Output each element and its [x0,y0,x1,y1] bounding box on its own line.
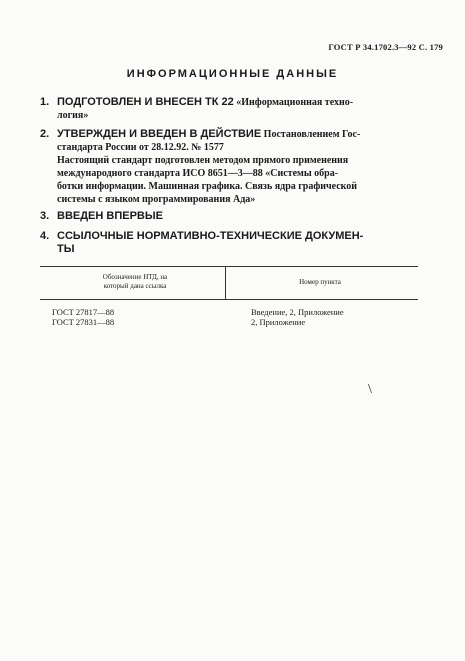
section-1-text: «Информационная техно- [236,97,354,108]
section-4-number: 4. [40,230,50,242]
section-2-para-line: Настоящий стандарт подготовлен методом прямого применения [57,155,349,166]
table-cell-items: Введение, 2, Приложение [251,307,344,317]
margin-mark: \ [368,382,372,397]
section-2-para-line: ботки информации. Машинная графика. Связь ядра графической [57,181,358,192]
section-2-para-line: международного стандарта ИСО 8651—3—88 «Системы обра- [57,168,339,179]
table-col-header-doc-line1: Обозначение НТД, на [102,273,168,281]
section-1-number: 1. [40,96,50,108]
section-2-para-line: системы с языком программирования Ада» [57,194,256,205]
section-2-number: 2. [40,128,50,140]
page-header: ГОСТ Р 34.1702.3—92 С. 179 [328,42,443,52]
section-1-text-line2: логия» [57,110,89,121]
section-3-heading: ВВЕДЕН ВПЕРВЫЕ [57,210,163,222]
table-top-rule [40,266,418,267]
section-3 [40,210,412,223]
table-col-header-doc-line2: который дана ссылка [103,282,167,290]
section-3-number: 3. [40,210,50,222]
section-4-heading-line2: ТЫ [57,243,75,255]
section-4-heading: ССЫЛОЧНЫЕ НОРМАТИВНО-ТЕХНИЧЕСКИЕ ДОКУМЕН- [57,230,364,242]
table-col-header-doc [60,273,210,291]
table-col-header-items: Номер пункта [299,278,341,286]
section-2-heading: УТВЕРЖДЕН И ВВЕДЕН В ДЕЙСТВИЕ [57,128,262,140]
table-column-divider [225,267,226,299]
section-1 [40,96,412,122]
table-cell-doc: ГОСТ 27817—88 [52,307,115,317]
page-title: ИНФОРМАЦИОННЫЕ ДАННЫЕ [126,68,339,80]
section-4 [40,230,412,256]
section-2-text: Постановлением Гос- [263,129,361,140]
table-header-rule [40,299,418,300]
section-2 [40,128,412,206]
section-1-heading: ПОДГОТОВЛЕН И ВНЕСЕН ТК 22 [57,96,234,108]
table-cell-doc: ГОСТ 27831—88 [52,317,115,327]
table-cell-items: 2, Приложение [251,317,306,327]
section-2-text-line2: стандарта России от 28.12.92. № 1577 [57,142,224,153]
